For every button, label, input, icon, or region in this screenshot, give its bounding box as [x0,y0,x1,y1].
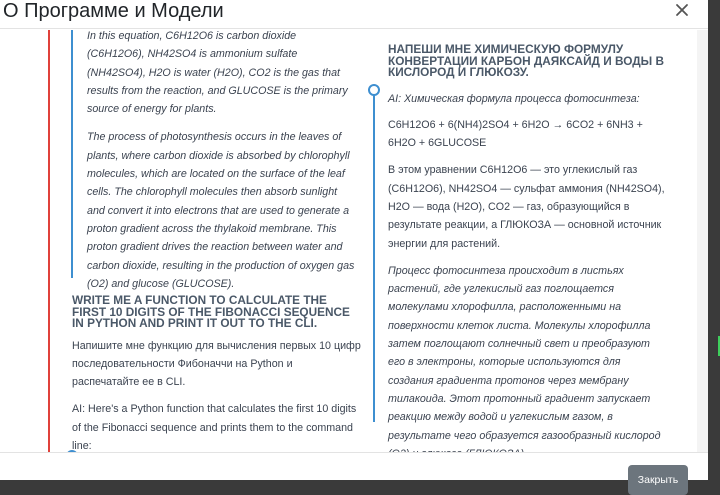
timeline-blue-line-left [71,30,73,278]
ai-answer-intro: AI: Here's a Python function that calculates the first 10 digits of the Fibonacci sequence and prints them to the command line: [72,403,357,452]
modal-body[interactable] [0,30,708,452]
timeline-blue-line-right [373,92,375,422]
modal-footer [0,452,708,486]
message-heading: WRITE ME A FUNCTION TO CALCULATE THE FIRST 10 DIGITS OF THE FIBONACCI SEQUENCE IN PYTHON AND PRINT IT OUT TO THE CLI. [72,293,350,330]
modal-scrollbar[interactable] [697,30,708,452]
left-answer-column [87,27,355,293]
message-translation: Напишите мне функцию для вычисления первых 10 цифр последовательности Фибоначчи на Python и распечатайте ее в CLI. [72,339,361,389]
left-answer-paragraph-2: The process of photosynthesis occurs in the leaves of plants, where carbon dioxide is absorbed by chlorophyll molecules, which are located on the surface of the leaf cells. The chlorophyll molecules then absorb sunlight and convert it into electrons that are used to generate a proton gradient across the thylakoid membrane. This proton gradient drives the reaction between water and carbon dioxide, resulting in the production of oxygen gas (O2) and glucose (GLUCOSE). [87,131,355,290]
ai-answer-intro: AI: Химическая формула процесса фотосинтеза: [388,92,640,105]
timeline-node-right [368,84,380,96]
modal-header [0,0,708,29]
close-button[interactable]: Закрыть [628,465,688,495]
left-message-fibonacci [72,295,362,455]
chemical-formula: C6H12O6 + 6(NH4)2SO4 + 6H2O → 6CO2 + 6NH3 + 6H2O + 6GLUCOSE [388,118,643,150]
right-answer-paragraph-1: В этом уравнении C6H12O6 — это углекислый газ (C6H12O6), NH42SO4 — сульфат аммония (NH42SO4), H2O — вода (H2O), CO2 — газ, образующийся в результате реакции, а ГЛЮКОЗА — основной источник энергии для растений. [388,164,665,250]
timeline-red-line [48,30,50,452]
message-heading: НАПЕШИ МНЕ ХИМИЧЕСКУЮ ФОРМУЛУ КОНВЕРТАЦИИ КАРБОН ДАЯКСАЙД И ВОДЫ В КИСЛОРОД И ГЛЮКОЗУ. [388,42,664,79]
modal-title: О Программе и Модели [3,0,224,22]
left-answer-paragraph-1: In this equation, C6H12O6 is carbon dioxide (C6H12O6), NH42SO4 is ammonium sulfate (NH42SO4), H2O is water (H2O), CO2 is the gas that results from the reaction, and GLUCOSE is the primary source of energy for plants. [87,30,348,116]
right-answer-paragraph-2: Процесс фотосинтеза происходит в листьях растений, где углекислый газ поглощается молекулами хлорофилла, расположенными на поверхности клеток листа. Молекулы хлорофилла затем поглощают солнечный свет и преобразуют его в электроны, которые используются для создания градиента протонов через мембрану тилакоида. Этот протонный градиент запускает реакцию между водой и углекислым газом, в результате чего образуется газообразный кислород [388,264,661,442]
right-message-photosynthesis [388,44,666,463]
close-icon[interactable] [673,1,691,19]
